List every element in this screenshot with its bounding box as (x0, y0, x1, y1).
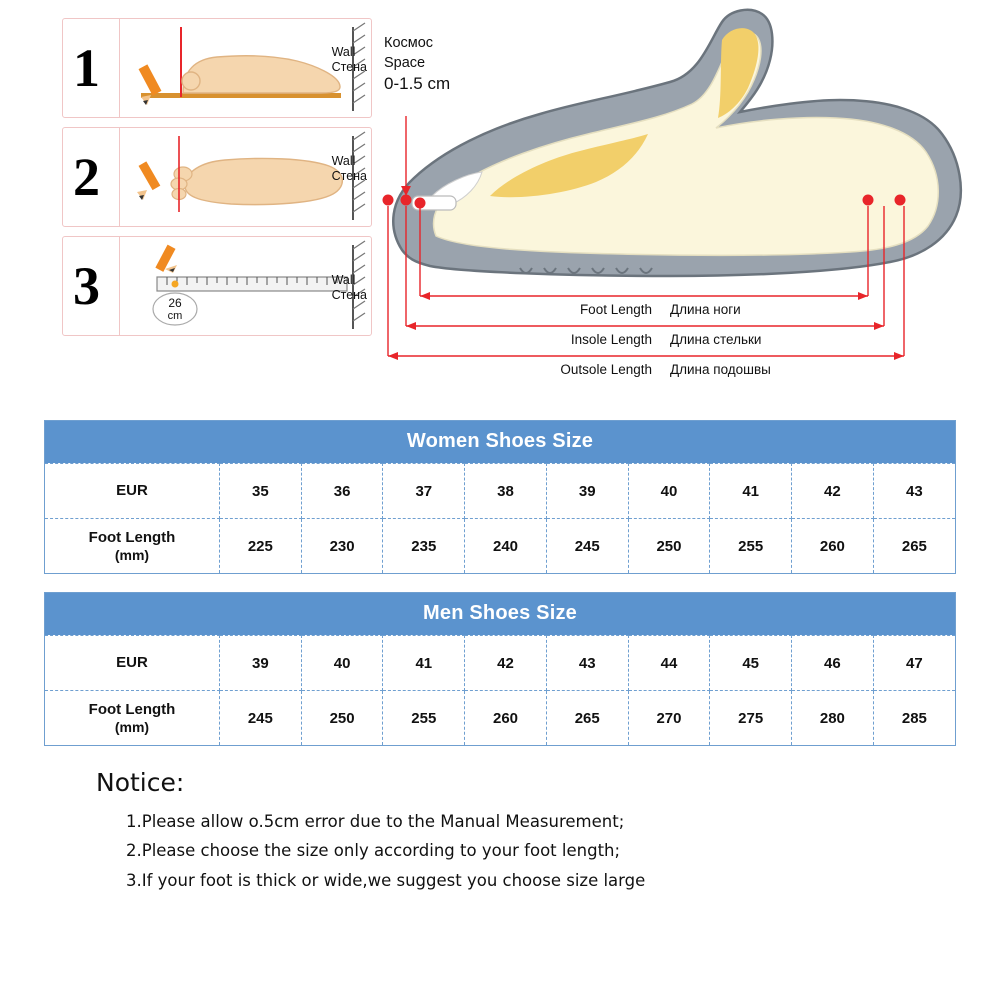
men-size-table-grid (45, 635, 955, 745)
men-size-table (44, 592, 956, 746)
foot-length-en: Foot Length (579, 302, 652, 317)
women-len-2: 235 (383, 519, 465, 574)
outsole-length-ru: Длина подошвы (670, 362, 771, 377)
table-row (45, 464, 955, 519)
table-row (45, 691, 955, 746)
men-len-5: 270 (628, 691, 710, 746)
step-3-divider (119, 237, 120, 335)
step-3-wall-ru: Стена (331, 288, 367, 303)
women-eur-5: 40 (628, 464, 710, 519)
women-len-7: 260 (792, 519, 874, 574)
women-eur-2: 37 (383, 464, 465, 519)
step-2-divider (119, 128, 120, 226)
step-3-wall-label (332, 273, 367, 304)
shoe-cross-section-diagram (370, 0, 1000, 420)
notice-title: Notice: (96, 768, 185, 797)
women-len-1: 230 (301, 519, 383, 574)
men-len-6: 275 (710, 691, 792, 746)
men-eur-2: 41 (383, 636, 465, 691)
women-eur-1: 36 (301, 464, 383, 519)
outsole-length-en: Outsole Length (560, 362, 652, 377)
women-len-6: 255 (710, 519, 792, 574)
space-label-en: Space (384, 54, 426, 71)
women-eur-4: 39 (546, 464, 628, 519)
step-1-divider (119, 19, 120, 117)
men-len-3: 260 (465, 691, 547, 746)
space-value: 0-1.5 cm (384, 74, 451, 94)
women-len-0: 225 (220, 519, 302, 574)
women-eur-6: 41 (710, 464, 792, 519)
step-2 (62, 127, 372, 227)
women-size-table-grid (45, 463, 955, 573)
women-row-0-label: EUR (45, 464, 220, 519)
women-size-table (44, 420, 956, 574)
men-len-7: 280 (792, 691, 874, 746)
table-row (45, 519, 955, 574)
insole-length-ru: Длина стельки (670, 332, 762, 347)
foot-length-ru: Длина ноги (670, 302, 741, 317)
space-label-ru: Космос (384, 35, 434, 51)
step-2-wall-ru: Стена (331, 169, 367, 184)
women-footlength-unit: (mm) (114, 546, 150, 563)
step-2-number: 2 (73, 147, 100, 207)
insole-length-en: Insole Length (570, 332, 652, 347)
svg-text:26: 26 (168, 296, 182, 310)
men-len-1: 250 (301, 691, 383, 746)
women-eur-8: 43 (873, 464, 955, 519)
men-eur-3: 42 (465, 636, 547, 691)
step-1-wall-en: Wall (331, 45, 356, 59)
men-eur-1: 40 (301, 636, 383, 691)
notice-section (44, 746, 956, 895)
men-eur-7: 46 (792, 636, 874, 691)
notice-line-3: 3.If your foot is thick or wide,we suggest you choose size large (126, 870, 646, 890)
men-table-title: Men Shoes Size (45, 593, 955, 635)
toe-space-label (384, 34, 450, 96)
table-row (45, 636, 955, 691)
women-row-1-label (45, 519, 220, 574)
step-1-wall-ru: Стена (331, 60, 367, 75)
men-row-0-label: EUR (45, 636, 220, 691)
measurement-illustration (0, 0, 1000, 420)
step-1 (62, 18, 372, 118)
women-len-4: 245 (546, 519, 628, 574)
step-3-wall-en: Wall (331, 273, 356, 287)
men-footlength-label: Foot Length (88, 700, 176, 718)
step-1-wall-label (332, 45, 367, 76)
step-1-number: 1 (73, 38, 100, 98)
women-eur-3: 38 (465, 464, 547, 519)
svg-text:cm: cm (167, 310, 183, 322)
men-len-4: 265 (546, 691, 628, 746)
men-len-2: 255 (383, 691, 465, 746)
women-table-title: Women Shoes Size (45, 421, 955, 463)
men-eur-8: 47 (873, 636, 955, 691)
women-len-8: 265 (873, 519, 955, 574)
step-3-number: 3 (73, 256, 100, 316)
notice-line-2: 2.Please choose the size only according to your foot length; (126, 841, 621, 861)
men-footlength-unit: (mm) (114, 718, 150, 735)
men-row-1-label (45, 691, 220, 746)
women-eur-7: 42 (792, 464, 874, 519)
men-eur-5: 44 (628, 636, 710, 691)
women-footlength-label: Foot Length (88, 528, 176, 546)
men-len-8: 285 (873, 691, 955, 746)
step-2-wall-label (332, 154, 367, 185)
step-2-wall-en: Wall (331, 154, 356, 168)
women-len-5: 250 (628, 519, 710, 574)
men-eur-4: 43 (546, 636, 628, 691)
measurement-steps (62, 18, 372, 345)
step-3 (62, 236, 372, 336)
women-len-3: 240 (465, 519, 547, 574)
men-eur-0: 39 (220, 636, 302, 691)
men-len-0: 245 (220, 691, 302, 746)
women-eur-0: 35 (220, 464, 302, 519)
men-eur-6: 45 (710, 636, 792, 691)
notice-line-1: 1.Please allow o.5cm error due to the Manual Measurement; (126, 812, 625, 831)
